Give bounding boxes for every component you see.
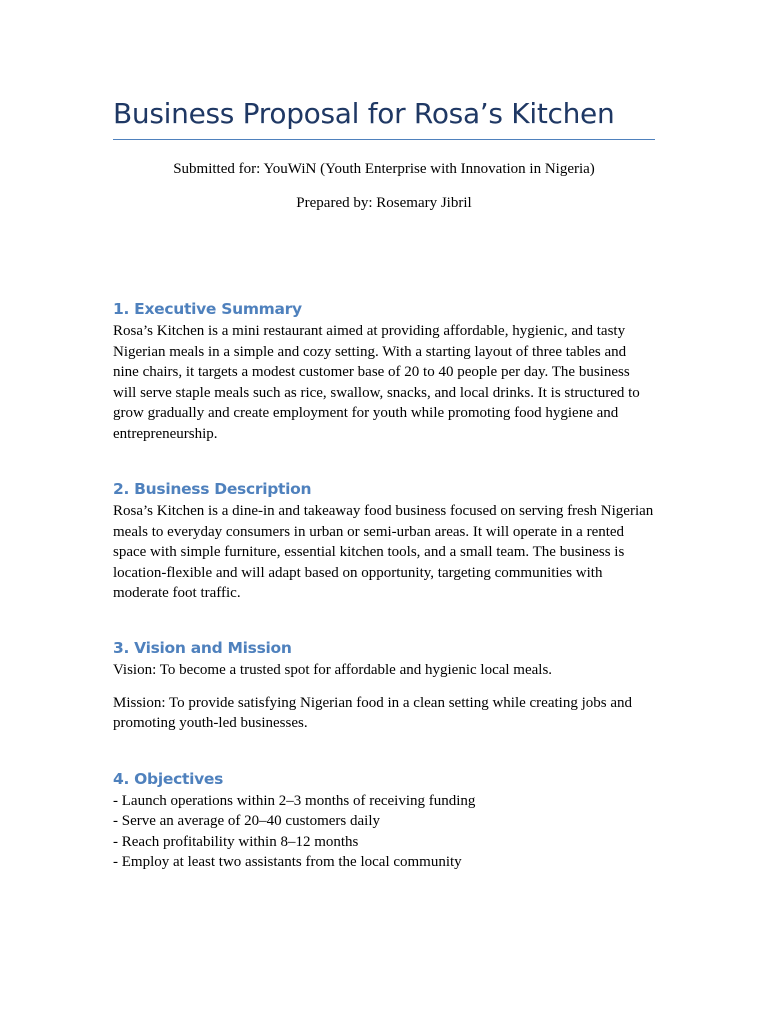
- section-objectives: [113, 768, 655, 872]
- section-paragraph: Rosa’s Kitchen is a dine-in and takeaway food business focused on serving fresh Nigerian meals to everyday consumers in urban or semi-urban areas. It will operate in a rented space with simple furniture, essential kitchen tools, and a small team. The business is location-flexible and will adapt based on opportunity, targeting communities with moderate foot traffic.: [113, 503, 654, 602]
- prepared-by-line: Prepared by: Rosemary Jibril: [296, 195, 472, 211]
- section-paragraph: Rosa’s Kitchen is a mini restaurant aimed at providing affordable, hygienic, and tasty Nigerian meals in a simple and cozy setting. With a starting layout of three tables and nine chairs, it targets a modest customer base of 20 to 40 people per day. The business will serve staple meals such as rice, swallow, snacks, and local drinks. It is structured to grow gradually and create employment for youth while promoting food hygiene and entrepreneurship.: [113, 323, 640, 442]
- mission-paragraph: Mission: To provide satisfying Nigerian food in a clean setting while creating jobs and promoting youth-led businesses.: [113, 694, 632, 732]
- section-executive-summary: [113, 298, 655, 445]
- objective-item: - Reach profitability within 8–12 months: [113, 833, 359, 850]
- section-heading: 3. Vision and Mission: [113, 639, 292, 657]
- title-underline-rule: [113, 139, 655, 140]
- document-title: Business Proposal for Rosa’s Kitchen: [113, 97, 615, 130]
- section-heading: 4. Objectives: [113, 770, 224, 788]
- section-vision-and-mission: [113, 637, 655, 734]
- section-heading: 1. Executive Summary: [113, 300, 302, 318]
- objective-item: - Launch operations within 2–3 months of receiving funding: [113, 793, 476, 809]
- section-heading: 2. Business Description: [113, 480, 312, 498]
- section-business-description: [113, 478, 655, 604]
- objective-item: - Serve an average of 20–40 customers daily: [113, 813, 380, 830]
- vision-paragraph: Vision: To become a trusted spot for affordable and hygienic local meals.: [113, 662, 553, 678]
- submitted-for-line: Submitted for: YouWiN (Youth Enterprise with Innovation in Nigeria): [173, 161, 595, 177]
- objectives-list: [113, 791, 655, 872]
- objective-item: - Employ at least two assistants from the local community: [113, 853, 462, 870]
